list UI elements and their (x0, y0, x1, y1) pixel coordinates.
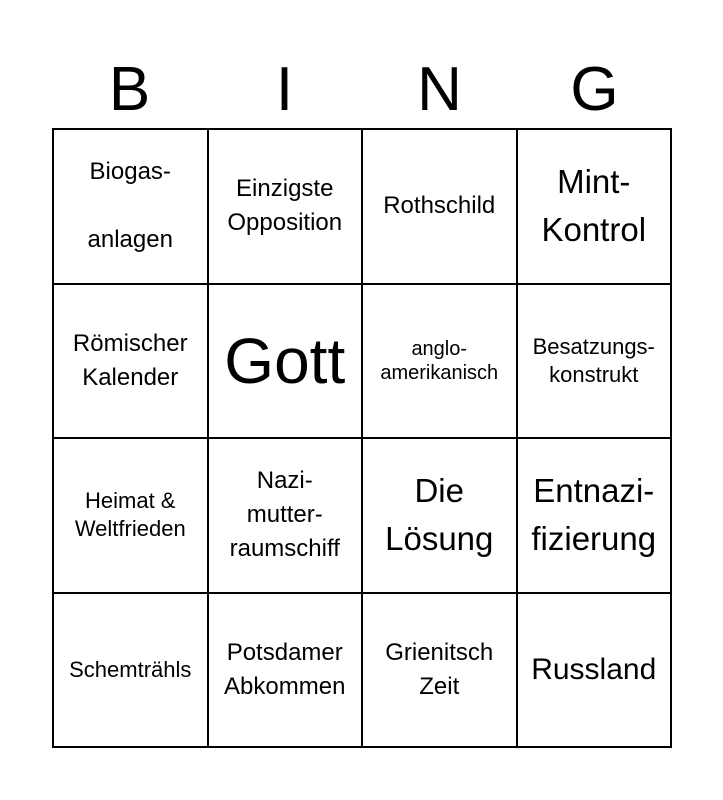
cell-text: Römischer Kalender (72, 329, 188, 391)
bingo-cell[interactable] (363, 285, 518, 440)
cell-text: Russland (531, 652, 657, 686)
cell-text: Entnazi- fizierung (531, 472, 657, 558)
cell-text: Mint- Kontrol (541, 163, 647, 249)
bingo-cell[interactable] (518, 594, 673, 749)
cell-text: Schemträhls (69, 656, 192, 682)
cell-text: Besatzungs- konstrukt (532, 333, 655, 387)
header-letter-b: B (108, 55, 151, 124)
bingo-cell[interactable] (54, 130, 209, 285)
bingo-cell[interactable] (518, 285, 673, 440)
bingo-cell[interactable] (363, 594, 518, 749)
cell-text: Grienitsch Zeit (385, 638, 494, 700)
bingo-cell[interactable] (363, 130, 518, 285)
bingo-header (52, 52, 672, 128)
bingo-cell[interactable] (54, 285, 209, 440)
cell-text: Heimat & Weltfrieden (74, 488, 186, 542)
bingo-cell[interactable] (209, 285, 364, 440)
cell-text: Gott (224, 324, 346, 397)
header-letter-i: I (275, 55, 294, 124)
header-letter-g: G (570, 55, 619, 124)
cell-text: Einzigste Opposition (227, 175, 343, 237)
bingo-cell[interactable] (209, 130, 364, 285)
bingo-cell[interactable] (209, 439, 364, 594)
header-letter-n: N (417, 55, 462, 124)
bingo-cell[interactable] (518, 130, 673, 285)
cell-text: Rothschild (383, 192, 496, 220)
bingo-cell[interactable] (54, 594, 209, 749)
bingo-cell[interactable] (209, 594, 364, 749)
cell-text: Die Lösung (385, 472, 494, 558)
bingo-cell[interactable] (363, 439, 518, 594)
cell-text: Biogas- anlagen (87, 158, 173, 254)
bingo-cell[interactable] (518, 439, 673, 594)
bingo-grid (52, 128, 672, 748)
cell-text: Potsdamer Abkommen (224, 638, 346, 700)
cell-text: anglo- amerikanisch (380, 337, 499, 384)
bingo-cell[interactable] (54, 439, 209, 594)
cell-text: Nazi- mutter- raumschiff (229, 467, 340, 563)
